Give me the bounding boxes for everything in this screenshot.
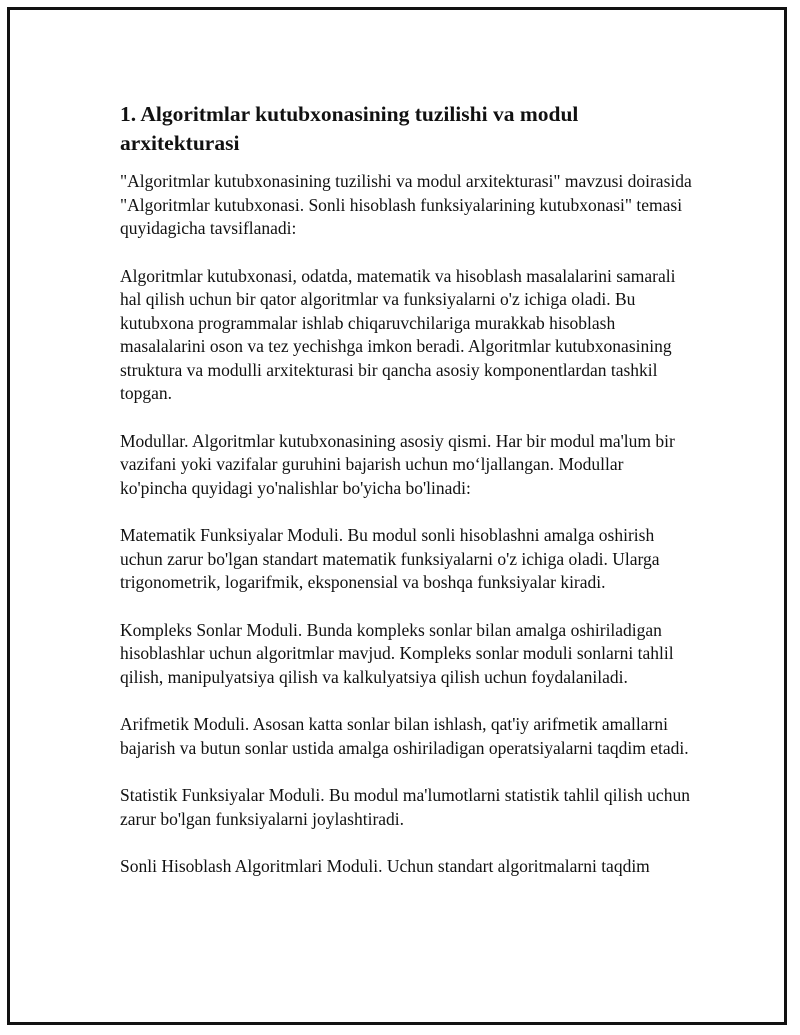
page-frame [7,7,787,1025]
paragraph-modules: Modullar. Algoritmlar kutubxonasining asosiy qismi. Har bir modul ma'lum bir vazifani yoki vazifalar guruhini bajarish uchun mo‘ljallangan. Modullar ko'pincha quyidagi yo'nalishlar bo'yicha bo'linadi: [120,430,675,498]
paragraph-math-functions-module: Matematik Funksiyalar Moduli. Bu modul sonli hisoblashni amalga oshirish uchun zarur bo'lgan standart matematik funksiyalarni o'z ichiga oladi. Ularga trigonometrik, logarifmik, eksponensial va boshqa funksiyalar kiradi. [120,525,660,592]
paragraph-arithmetic-module: Arifmetik Moduli. Asosan katta sonlar bilan ishlash, qat'iy arifmetik amallarni bajarish va butun sonlar ustida amalga oshiriladigan operatsiyalarni taqdim etadi. [120,714,689,758]
paragraph-complex-numbers-module: Kompleks Sonlar Moduli. Bunda kompleks sonlar bilan amalga oshiriladigan hisoblashlar uchun algoritmlar mavjud. Kompleks sonlar moduli sonlarni tahlil qilish, manipulyatsiya qilish va kalkulyatsiya qilish uchun foydalaniladi. [120,619,674,687]
paragraph-library-overview: Algoritmlar kutubxonasi, odatda, matematik va hisoblash masalalarini samarali hal qilish uchun bir qator algoritmlar va funksiyalarni o'z ichiga oladi. Bu kutubxona programmalar ishlab chiqaruvchilariga murakkab hisoblash masalalarini oson va tez yechishga imkon beradi. Algoritmlar kutubxonasining struktura va modulli arxitekturasi bir qancha asosiy komponentlardan tashkil topgan. [120,265,676,403]
paragraph-numeric-algorithms-module: Sonli Hisoblash Algoritmlari Moduli. Uchun standart algoritmalarni taqdim [120,856,650,876]
document-body [120,100,695,903]
paragraph-intro: "Algoritmlar kutubxonasining tuzilishi va modul arxitekturasi" mavzusi doirasida "Algoritmlar kutubxonasi. Sonli hisoblash funksiyalarining kutubxonasi" temasi quyidagicha tavsiflanadi: [120,171,692,238]
section-heading: 1. Algoritmlar kutubxonasining tuzilishi va modul arxitekturasi [120,102,579,155]
paragraph-statistics-module: Statistik Funksiyalar Moduli. Bu modul ma'lumotlarni statistik tahlil qilish uchun zarur bo'lgan funksiyalarni joylashtiradi. [120,785,690,829]
